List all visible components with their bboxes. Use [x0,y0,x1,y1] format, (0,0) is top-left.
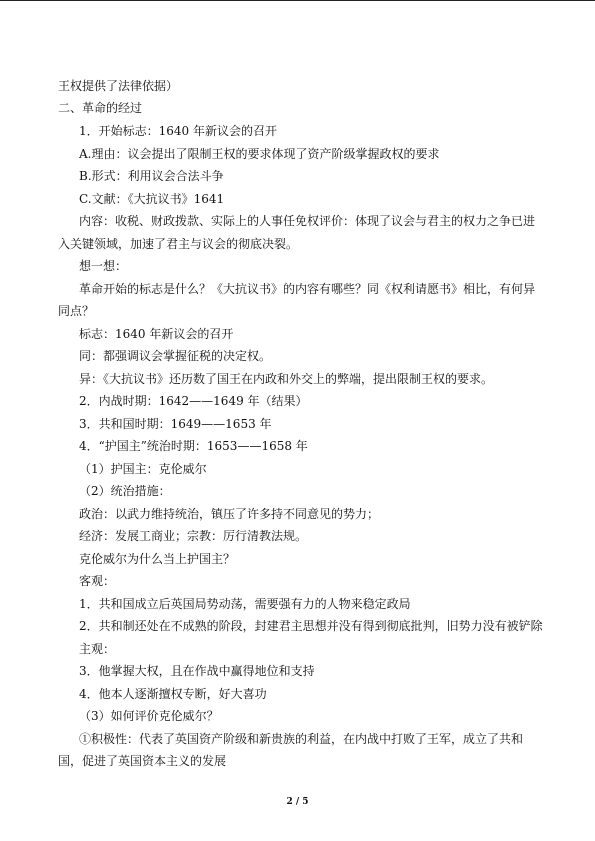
text-line: 2．内战时期：1642——1649 年（结果） [79,394,308,408]
text-line: （3）如何评价克伦威尔？ [79,709,219,723]
text-line: 同点？ [58,304,95,318]
section-heading: 二、革命的经过 [58,101,143,115]
text-line: 1．开始标志：1640 年新议会的召开 [79,124,277,138]
text-line: 客观： [79,574,116,588]
text-line: 2．共和制还处在不成熟的阶段，封建君主思想并没有得到彻底批判，旧势力没有被铲除 [79,619,543,633]
text-line: 3．共和国时期：1649——1653 年 [79,417,272,431]
text-line: （2）统治措施： [79,484,171,498]
text-line: （1）护国主：克伦威尔 [79,462,207,476]
text-line: 想一想： [79,259,128,273]
text-line: 入关键领域，加速了君主与议会的彻底决裂。 [58,237,299,251]
text-line: 革命开始的标志是什么？《大抗议书》的内容有哪些？同《权利请愿书》相比，有何异 [79,282,536,296]
text-line: 主观： [79,642,116,656]
text-line: B.形式：利用议会合法斗争 [79,169,224,183]
text-line: A.理由：议会提出了限制王权的要求体现了资产阶级掌握政权的要求 [79,147,440,161]
text-line: 3．他掌握大权，且在作战中赢得地位和支持 [79,664,315,678]
text-line: 内容：收税、财政拨款、实际上的人事任免权评价：体现了议会与君主的权力之争已进 [79,214,536,228]
text-line: 异：《大抗议书》还历数了国王在内政和外交上的弊端，提出限制王权的要求。 [79,372,494,386]
text-line: 标志：1640 年新议会的召开 [79,327,234,341]
text-line: 国，促进了英国资本主义的发展 [58,754,227,768]
text-line: 王权提供了法律依据） [58,79,179,93]
text-line: 4．“护国主”统治时期：1653——1658 年 [79,439,308,453]
text-line: 同：都强调议会掌握征税的决定权。 [79,349,272,363]
text-line: 1．共和国成立后英国局势动荡，需要强有力的人物来稳定政局 [79,597,411,611]
text-line: 4．他本人逐渐擅权专断，好大喜功 [79,687,267,701]
text-line: 经济：发展工商业；宗教：厉行清教法规。 [79,529,308,543]
text-line: C.文献：《大抗议书》1641 [79,192,225,206]
page-number: 2 / 5 [286,797,309,807]
text-line: 克伦威尔为什么当上护国主？ [79,552,236,566]
text-line: ①积极性：代表了英国资产阶级和新贵族的利益，在内战中打败了王军，成立了共和 [79,732,524,746]
text-line: 政治：以武力维持统治，镇压了许多持不同意见的势力； [79,507,380,521]
